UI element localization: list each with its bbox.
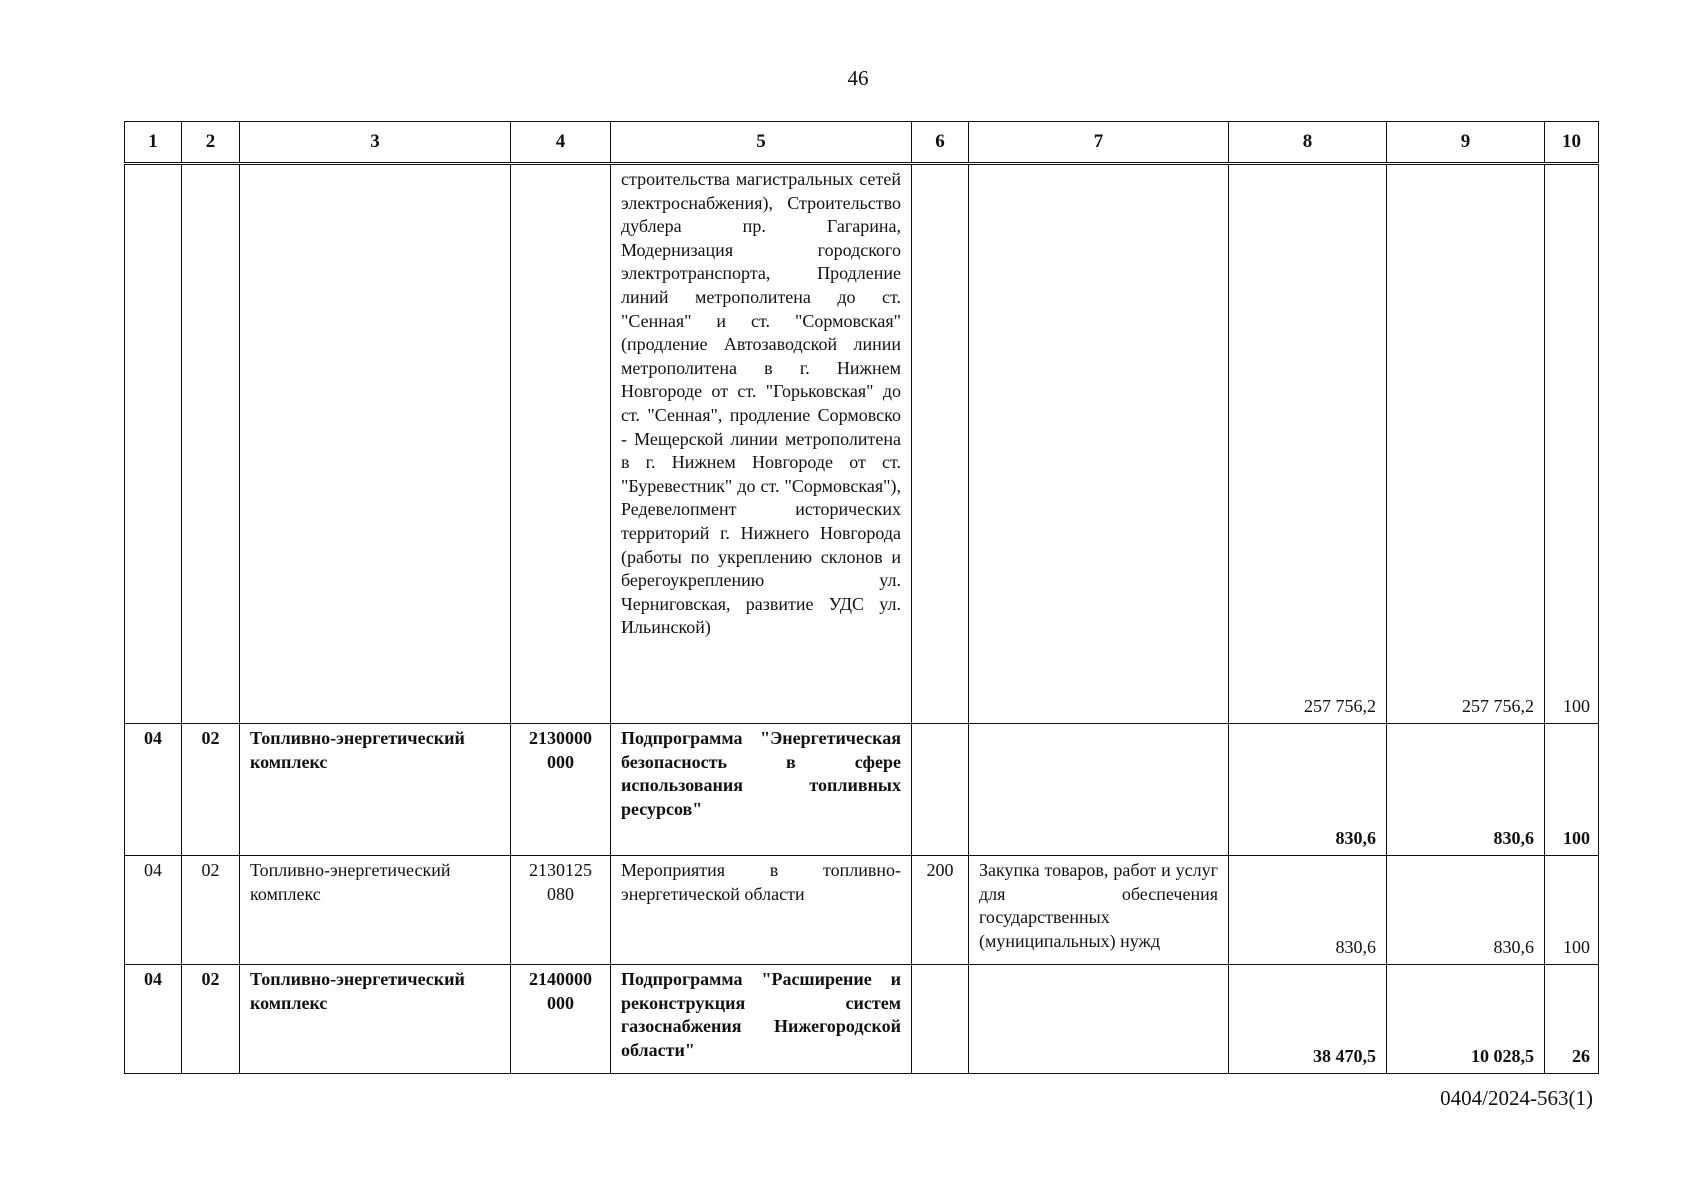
cell-target-code bbox=[511, 164, 611, 724]
cell-expense-type-code bbox=[912, 164, 969, 724]
cell-percent: 26 bbox=[1545, 965, 1599, 1074]
column-header: 1 bbox=[125, 122, 182, 164]
cell-percent: 100 bbox=[1545, 856, 1599, 965]
cell-section bbox=[125, 164, 182, 724]
cell-actual-amount: 10 028,5 bbox=[1387, 965, 1545, 1074]
cell-expense-type-name bbox=[969, 965, 1229, 1074]
cell-section-name bbox=[240, 164, 511, 724]
cell-expense-type-code bbox=[912, 965, 969, 1074]
cell-target-code: 2130125 080 bbox=[511, 856, 611, 965]
column-header: 4 bbox=[511, 122, 611, 164]
cell-planned-amount: 38 470,5 bbox=[1229, 965, 1387, 1074]
cell-planned-amount: 257 756,2 bbox=[1229, 164, 1387, 724]
column-header: 9 bbox=[1387, 122, 1545, 164]
column-header: 7 bbox=[969, 122, 1229, 164]
column-header: 10 bbox=[1545, 122, 1599, 164]
cell-program-name: Подпрограмма "Расширение и реконструкция систем газоснабжения Нижегородской области" bbox=[611, 965, 912, 1074]
cell-program-name: строительства магистральных сетей электроснабжения), Строительство дублера пр. Гагарина, Модернизация городского электротранспорта, Продление линий метрополитена до ст. "Сенная" и ст. "Сормовская" (продление Автозаводской линии метрополитена в г. Нижнем Новгороде от ст. "Горьковская" до ст. "Сенная", продление Сормовско - Мещерской линии метрополитена в г. Нижнем Новгороде от ст. "Буревестник" до ст. "Сормовская"), Редевелопмент исторических территорий г. Нижнего Новгорода (работы по укреплению склонов и берегоукреплению ул. Черниговская, развитие УДС ул. Ильинской) bbox=[611, 164, 912, 724]
cell-expense-type-name: Закупка товаров, работ и услуг для обеспечения государственных (муниципальных) нужд bbox=[969, 856, 1229, 965]
cell-section: 04 bbox=[125, 856, 182, 965]
cell-expense-type-name bbox=[969, 724, 1229, 856]
cell-section: 04 bbox=[125, 724, 182, 856]
cell-percent: 100 bbox=[1545, 724, 1599, 856]
cell-section-name: Топливно-энергетический комплекс bbox=[240, 856, 511, 965]
table-header-row bbox=[125, 122, 1599, 164]
cell-expense-type-name bbox=[969, 164, 1229, 724]
cell-program-name: Подпрограмма "Энергетическая безопасность в сфере использования топливных ресурсов" bbox=[611, 724, 912, 856]
column-header: 2 bbox=[182, 122, 240, 164]
cell-subsection: 02 bbox=[182, 965, 240, 1074]
cell-actual-amount: 830,6 bbox=[1387, 724, 1545, 856]
column-header: 3 bbox=[240, 122, 511, 164]
cell-planned-amount: 830,6 bbox=[1229, 856, 1387, 965]
table-row bbox=[125, 164, 1599, 724]
cell-program-name: Мероприятия в топливно-энергетической области bbox=[611, 856, 912, 965]
cell-section: 04 bbox=[125, 965, 182, 1074]
cell-target-code: 2130000 000 bbox=[511, 724, 611, 856]
table-row bbox=[125, 724, 1599, 856]
cell-subsection bbox=[182, 164, 240, 724]
column-header: 8 bbox=[1229, 122, 1387, 164]
budget-table bbox=[124, 121, 1599, 1074]
cell-target-code: 2140000 000 bbox=[511, 965, 611, 1074]
cell-subsection: 02 bbox=[182, 724, 240, 856]
cell-expense-type-code: 200 bbox=[912, 856, 969, 965]
table-row bbox=[125, 856, 1599, 965]
document-code: 0404/2024-563(1) bbox=[1440, 1086, 1593, 1110]
cell-expense-type-code bbox=[912, 724, 969, 856]
cell-actual-amount: 257 756,2 bbox=[1387, 164, 1545, 724]
cell-section-name: Топливно-энергетический комплекс bbox=[240, 965, 511, 1074]
cell-percent: 100 bbox=[1545, 164, 1599, 724]
column-header: 5 bbox=[611, 122, 912, 164]
cell-subsection: 02 bbox=[182, 856, 240, 965]
column-header: 6 bbox=[912, 122, 969, 164]
page-number: 46 bbox=[847, 66, 869, 90]
table-row bbox=[125, 965, 1599, 1074]
cell-planned-amount: 830,6 bbox=[1229, 724, 1387, 856]
cell-actual-amount: 830,6 bbox=[1387, 856, 1545, 965]
cell-section-name: Топливно-энергетический комплекс bbox=[240, 724, 511, 856]
